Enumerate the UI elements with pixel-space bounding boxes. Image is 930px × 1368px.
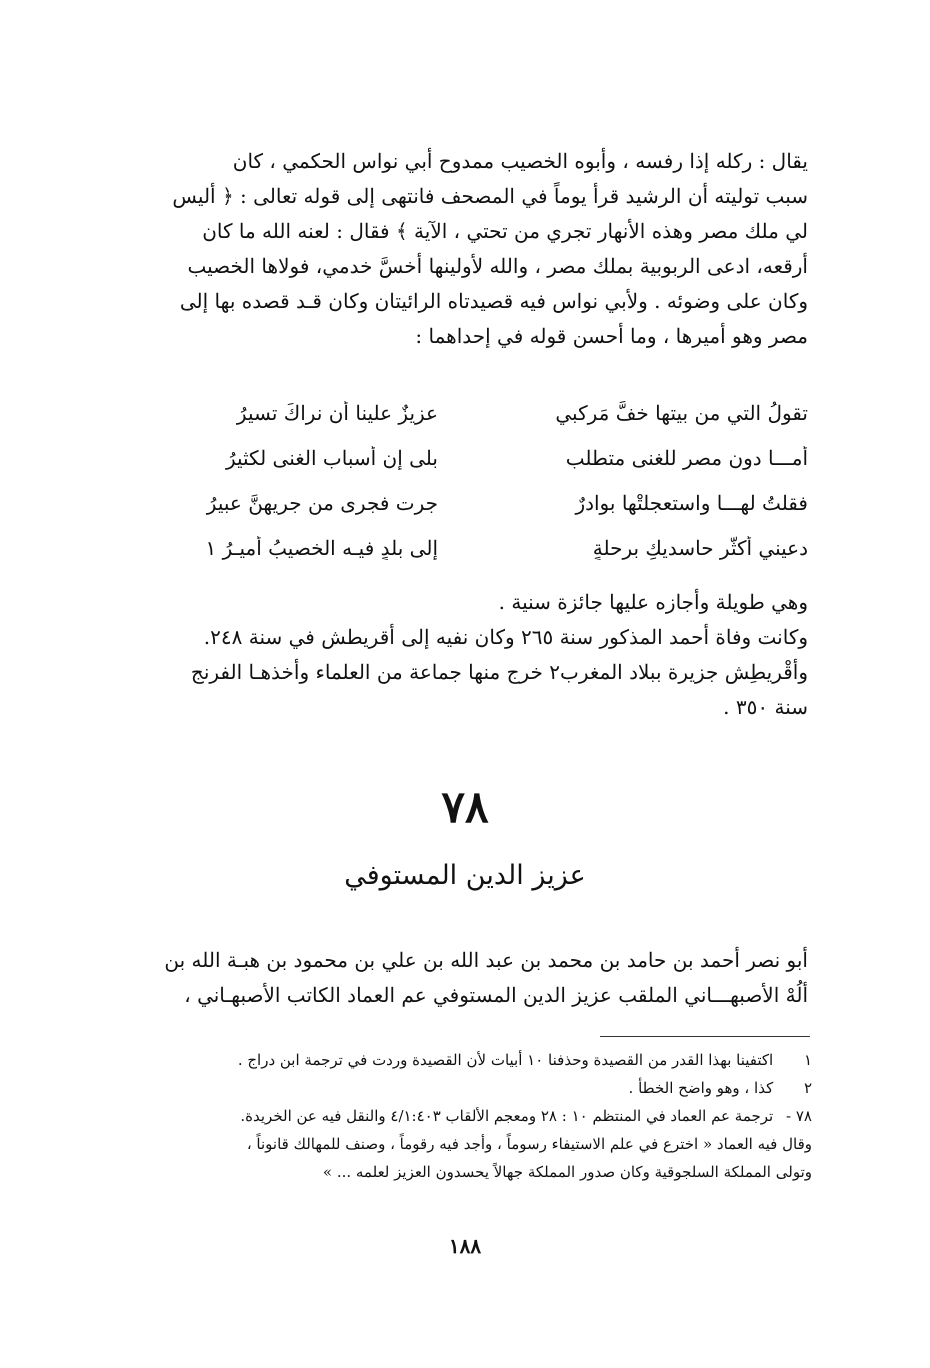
- chapter-number: ٧٨: [441, 782, 489, 833]
- paragraph-1: [108, 144, 808, 354]
- footnote-text: اكتفينا بهذا القدر من القصيدة وحذفنا ١٠ أبيات لأن القصيدة وردت في ترجمة ابن دراج .: [237, 1051, 774, 1069]
- footnote-number: ١: [803, 1051, 812, 1069]
- footnote-text: وقال فيه العماد « اخترع في علم الاستيفاء رسوماً ، وأجد فيه رقوماً ، وصنف للمهالك قانوناً ،: [246, 1135, 812, 1153]
- poem-verses: [108, 390, 808, 570]
- verse-second-hemistich: جرت فجرى من جريهنَّ عبيرُ: [206, 490, 438, 515]
- text-line: سنة ٣٥٠ .: [723, 695, 808, 719]
- text-line: أبو نصر أحمد بن حامد بن محمد بن عبد الله بن علي بن محمود بن هبـة الله بن: [164, 948, 808, 972]
- footnotes: [100, 1046, 812, 1186]
- footnote-number: ٢: [803, 1079, 812, 1097]
- paragraph-3: [108, 943, 808, 1013]
- text-line: يقال : ركله إذا رفسه ، وأبوه الخصيب ممدوح أبي نواس الحكمي ، كان: [232, 149, 808, 173]
- chapter-title: عزيز الدين المستوفي: [344, 860, 586, 891]
- text-line: لي ملك مصر وهذه الأنهار تجري من تحتي ، الآية ﴾ فقال : لعنه الله ما كان: [202, 219, 808, 243]
- verse-line: [108, 480, 808, 525]
- verse-line: [108, 525, 808, 570]
- text-line: ألُهْ الأصبهـــاني الملقب عزيز الدين المستوفي عم العماد الكاتب الأصبهـاني ،: [184, 983, 808, 1007]
- footnote-text: وتولى المملكة السلجوقية وكان صدور المملكة جهالاً يحسدون العزيز لعلمه ... »: [322, 1163, 812, 1181]
- footnote-continuation: [100, 1130, 812, 1158]
- paragraph-2: [108, 585, 808, 725]
- text-line: وكان على وضوئه . ولأبي نواس فيه قصيدتاه الرائيتان وكان قـد قصده بها إلى: [179, 289, 808, 313]
- verse-second-hemistich: عزيزٌ علينا أن نراكَ تسيرُ: [236, 400, 438, 425]
- verse-first-hemistich: أمـــا دون مصر للغنى متطلب: [565, 445, 808, 470]
- footnote: [100, 1046, 812, 1074]
- text-line: وأقْريطِش جزيرة ببلاد المغرب٢ خرج منها جماعة من العلماء وأخذهـا الفرنج: [190, 660, 808, 684]
- footnote-continuation: [100, 1158, 812, 1186]
- text-line: وهي طويلة وأجازه عليها جائزة سنية .: [498, 590, 808, 614]
- text-line: أرقعه، ادعى الربوبية بملك مصر ، والله لأولينها أخسَّ خدمي، فولاها الخصيب: [187, 254, 808, 278]
- footnote: [100, 1074, 812, 1102]
- verse-line: [108, 435, 808, 480]
- verse-first-hemistich: تقولُ التي من بيتها خفَّ مَركبي: [555, 400, 808, 425]
- verse-second-hemistich: بلى إن أسباب الغنى لكثيرُ: [225, 445, 438, 470]
- text-line: مصر وهو أميرها ، وما أحسن قوله في إحداهما :: [415, 324, 808, 348]
- page-number: ١٨٨: [448, 1234, 482, 1258]
- footnote: [100, 1102, 812, 1130]
- verse-line: [108, 390, 808, 435]
- verse-second-hemistich: إلى بلدٍ فيـه الخصيبُ أميـرُ ١: [205, 535, 438, 560]
- text-line: وكانت وفاة أحمد المذكور سنة ٢٦٥ وكان نفيه إلى أقريطش في سنة ٢٤٨.: [203, 625, 808, 649]
- footnote-divider: [600, 1036, 810, 1037]
- footnote-text: ترجمة عم العماد في المنتظم ١٠ : ٢٨ ومعجم الألقاب ٤/١:٤٠٣ والنقل فيه عن الخريدة.: [240, 1107, 774, 1125]
- footnote-number: ٧٨ -: [786, 1107, 812, 1125]
- verse-first-hemistich: فقلتُ لهـــا واستعجلتْها بوادرٌ: [575, 490, 808, 515]
- verse-first-hemistich: دعيني أُكثّر حاسديكِ برحلةٍ: [592, 535, 808, 560]
- footnote-text: كذا ، وهو واضح الخطأ .: [628, 1079, 774, 1097]
- text-line: سبب توليته أن الرشيد قرأ يوماً في المصحف فانتهى إلى قوله تعالى : ﴿ أليس: [172, 184, 808, 208]
